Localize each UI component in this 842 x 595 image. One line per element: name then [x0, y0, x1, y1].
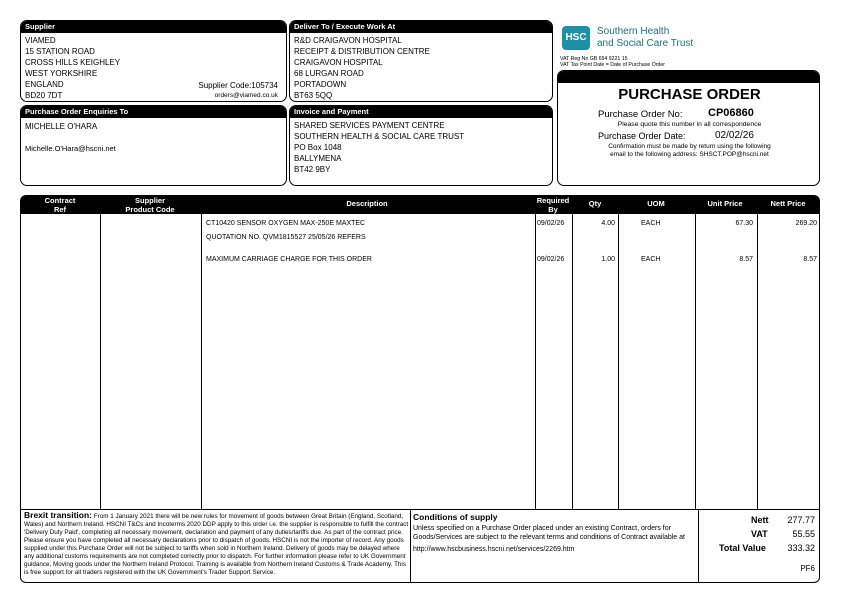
- invoice-line: BT42 9BY: [294, 165, 331, 174]
- vat-tax-point: VAT Tax Point Date = Date of Purchase Order: [560, 62, 666, 68]
- deliver-line: 68 LURGAN ROAD: [294, 69, 364, 78]
- brexit-notice: [24, 511, 409, 577]
- invoice-heading: Invoice and Payment: [290, 106, 552, 118]
- order-title-bar: [558, 71, 819, 83]
- row-qty: 1.00: [601, 256, 615, 263]
- items-table-header: [20, 195, 820, 214]
- conditions-title: Conditions of supply: [413, 512, 498, 522]
- hsc-logo-icon: HSC: [562, 26, 590, 50]
- supplier-line: WEST YORKSHIRE: [25, 69, 98, 78]
- trust-name-line: Southern Health: [597, 26, 670, 37]
- purchase-order-box: [557, 70, 820, 186]
- deliver-line: PORTADOWN: [294, 80, 347, 89]
- column-divider: [535, 214, 536, 509]
- order-number: CP06860: [708, 107, 754, 119]
- row-nett-price: 8.57: [803, 256, 817, 263]
- supplier-line: CROSS HILLS KEIGHLEY: [25, 58, 121, 67]
- supplier-line: 15 STATION ROAD: [25, 47, 95, 56]
- brexit-title: Brexit transition:: [24, 510, 93, 520]
- deliver-heading: Deliver To / Execute Work At: [290, 21, 552, 33]
- invoice-line: SHARED SERVICES PAYMENT CENTRE: [294, 121, 445, 130]
- row-nett-price: 269.20: [795, 220, 817, 227]
- invoice-line: SOUTHERN HEALTH & SOCIAL CARE TRUST: [294, 132, 465, 141]
- page-code: PF6: [800, 564, 815, 573]
- header-nett-price: Nett Price: [770, 199, 806, 208]
- order-footer: [20, 509, 820, 583]
- row-unit-price: 8.57: [739, 256, 753, 263]
- supplier-line: ENGLAND: [25, 80, 64, 89]
- conditions-of-supply: [413, 513, 698, 554]
- deliver-box: [289, 20, 553, 102]
- header-contract-ref: Contract Ref: [44, 196, 76, 214]
- total-value-label: Total Value: [719, 543, 766, 553]
- order-date-label: Purchase Order Date:: [598, 131, 686, 141]
- order-totals: [699, 510, 821, 582]
- row-qty: 4.00: [601, 220, 615, 227]
- order-quote-note: Please quote this number in all correspondence: [617, 121, 762, 128]
- row-required-by: 09/02/26: [537, 256, 565, 263]
- order-number-label: Purchase Order No:: [598, 109, 683, 120]
- items-table-body: [20, 214, 820, 509]
- order-date: 02/02/26: [715, 130, 754, 141]
- enquiries-name: MICHELLE O'HARA: [25, 122, 98, 131]
- enquiries-heading: Purchase Order Enquiries To: [21, 106, 286, 118]
- row-description: QUOTATION NO. QVM1815527 25/05/26 REFERS: [206, 234, 366, 241]
- header-unit-price: Unit Price: [707, 199, 743, 208]
- row-uom: EACH: [641, 220, 661, 227]
- supplier-line: BD20 7DT: [25, 91, 63, 100]
- footer-divider: [410, 510, 411, 582]
- nett-value: 277.77: [787, 515, 815, 525]
- deliver-line: RECEIPT & DISTRIBUTION CENTRE: [294, 47, 430, 56]
- supplier-line: VIAMED: [25, 36, 56, 45]
- vat-value: 55.55: [792, 529, 815, 539]
- enquiries-box: [20, 105, 287, 186]
- column-divider: [100, 214, 101, 509]
- vat-reg: VAT Reg No GB 654 9221 15: [560, 56, 628, 62]
- row-required-by: 09/02/26: [537, 220, 565, 227]
- order-email-note: email to the following address: SHSCT.POP@hscni.net: [610, 151, 769, 158]
- vat-label: VAT: [751, 529, 768, 539]
- conditions-url[interactable]: http://www.hscbusiness.hscni.net/services/2269.htm: [413, 546, 575, 553]
- enquiries-email: Michelle.O'Hara@hscni.net: [25, 144, 116, 153]
- row-uom: EACH: [641, 256, 661, 263]
- invoice-line: BALLYMENA: [294, 154, 342, 163]
- header-description: Description: [346, 199, 388, 208]
- row-unit-price: 67.30: [735, 220, 753, 227]
- trust-name-line: and Social Care Trust: [597, 38, 694, 49]
- total-value: 333.32: [787, 543, 815, 553]
- order-title: PURCHASE ORDER: [618, 86, 761, 103]
- header-product-code: Supplier Product Code: [125, 196, 175, 214]
- nett-label: Nett: [751, 515, 769, 525]
- deliver-line: CRAIGAVON HOSPITAL: [294, 58, 383, 67]
- trust-name: [597, 26, 693, 50]
- deliver-line: R&D CRAIGAVON HOSPITAL: [294, 36, 402, 45]
- brexit-text: From 1 January 2021 there will be new rules for movement of goods between Great Britain (England, Scotland, Wales) and Northern Ireland. HSCNI T&Cs and Incoterms 2020 DDP apply to this order i.e. the supplier is responsible to fulfill the contract 'Delivery Duty Paid', completing all necessary movement, declaration and payment of any duties/tariffs due. As part of the contract price. Please ensure you have completed all necessary declarations prior to dispatch of goods. HSCNI is not the importer of record. Any goods supplied under this Purchase Order will not be subject to tariffs when sold in Northern Ireland. Delivery of goods may be delayed where any additional customs requirements are not completed correctly prior to dispatch. For further information please refer to UK Government guidance, Moving goods under the Northern Ireland Protocol. Training is available from Northern Ireland Customs & Trade Academy. This is free support for all traders registered with the UK Government's Trader Support Service.: [24, 513, 409, 576]
- deliver-address: [290, 33, 552, 102]
- invoice-line: PO Box 1048: [294, 143, 342, 152]
- row-description: MAXIMUM CARRIAGE CHARGE FOR THIS ORDER: [206, 256, 372, 263]
- order-email-note: Confirmation must be made by return using the following: [608, 143, 771, 150]
- column-divider: [201, 214, 202, 509]
- supplier-email: orders@viamed.co.uk: [214, 92, 278, 99]
- conditions-text: Unless specified on a Purchase Order placed under an existing Contract, orders for Goods/Services are subject to the relevant terms and conditions of Contract available at: [413, 525, 685, 541]
- column-divider: [618, 214, 619, 509]
- supplier-box: [20, 20, 287, 102]
- header-required-by: Required By: [536, 196, 570, 214]
- supplier-code: Supplier Code:105734: [198, 81, 278, 90]
- supplier-heading: Supplier: [21, 21, 286, 33]
- deliver-line: BT63 5QQ: [294, 91, 333, 100]
- header-qty: Qty: [588, 199, 602, 208]
- header-uom: UOM: [647, 199, 665, 208]
- invoice-box: [289, 105, 553, 186]
- row-description: CT10420 SENSOR OXYGEN MAX-250E MAXTEC: [206, 220, 366, 227]
- invoice-address: [290, 118, 552, 177]
